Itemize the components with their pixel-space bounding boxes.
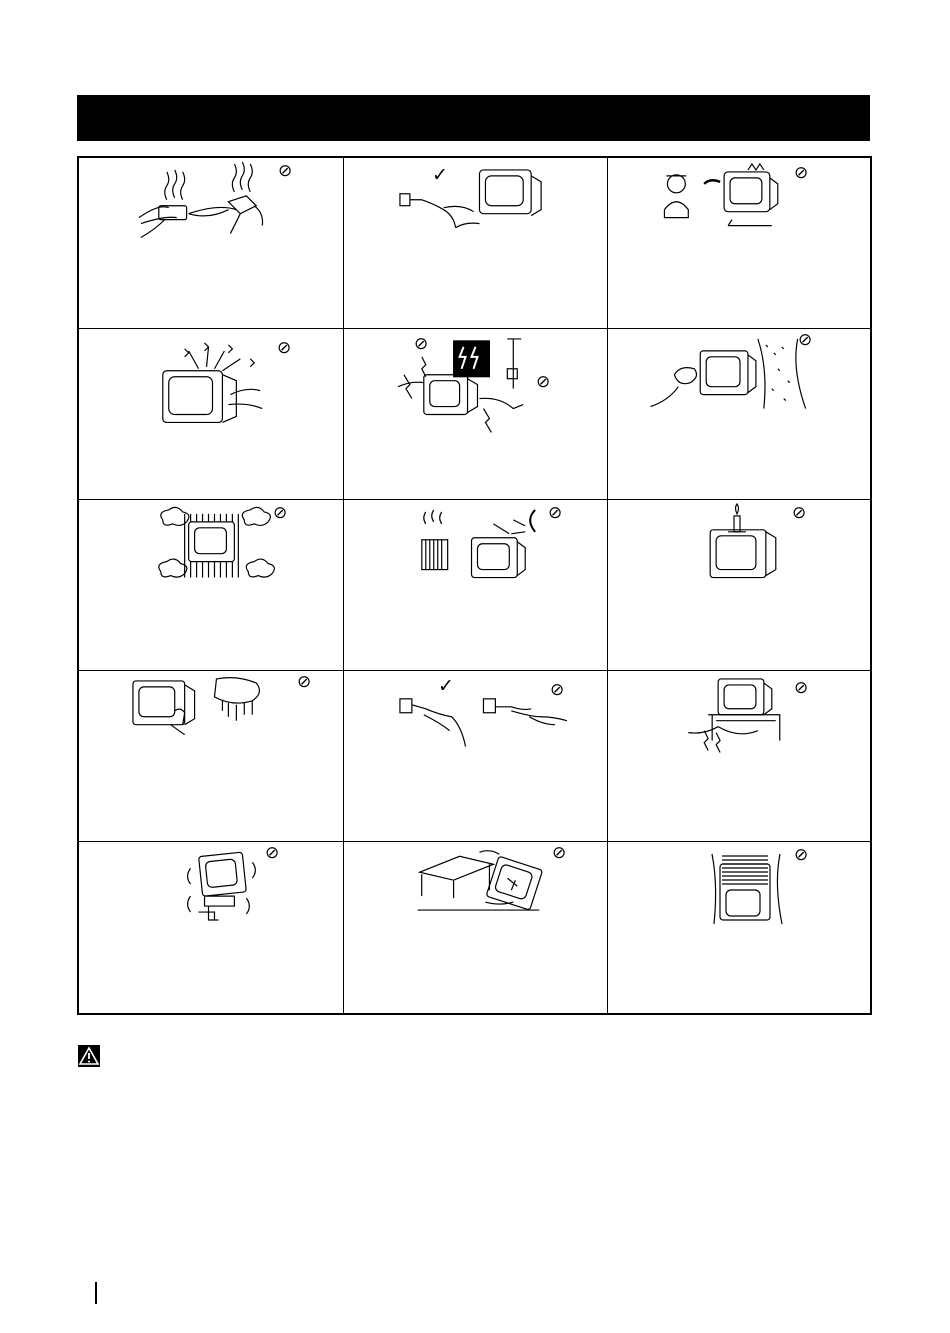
service-technician-illustration [608,158,870,328]
safety-panel-8 [344,500,608,671]
prohibition-icon: ⊘ [273,503,288,523]
prohibition-icon: ⊘ [794,163,809,183]
safety-illustration-grid [77,156,872,1015]
safety-panel-13 [79,842,344,1013]
damaged-cord-illustration [608,671,870,841]
prohibition-icon: ⊘ [792,503,807,523]
prohibition-icon: ⊘ [548,503,563,523]
check-icon: ✓ [438,675,454,697]
prohibition-icon: ⊘ [277,338,292,358]
safety-panel-12 [608,671,870,842]
no-liquid-cleaning-illustration [79,671,343,841]
safety-panel-5 [344,329,608,500]
warning-triangle-glyph [78,1045,100,1067]
heat-and-sunlight-illustration [344,500,607,670]
safety-panel-1 [79,158,344,329]
safety-panel-2 [344,158,608,329]
prohibition-icon: ⊘ [297,672,312,692]
prohibition-icon: ⊘ [798,330,813,350]
safety-panel-15 [608,842,870,1013]
candle-on-tv-illustration [608,500,870,670]
prohibition-icon: ⊘ [794,845,809,865]
prohibition-icon: ⊘ [552,843,567,863]
safety-panel-10 [79,671,344,842]
falling-tv-illustration [344,842,607,1013]
prohibition-icon: ⊘ [794,678,809,698]
unplug-by-plug-illustration [344,158,607,328]
safety-panel-6 [608,329,870,500]
safety-panel-11 [344,671,608,842]
warning-triangle-icon [78,1045,100,1067]
safety-panel-14 [344,842,608,1013]
prohibition-icon: ⊘ [265,843,280,863]
safety-panel-7 [79,500,344,671]
safety-panel-4 [79,329,344,500]
overloaded-outlet-illustration [79,158,343,328]
objects-inside-tv-illustration [79,329,343,499]
confined-space-illustration [79,500,343,670]
prohibition-icon: ⊘ [550,680,565,700]
water-near-tv-illustration [608,329,870,499]
prohibition-icon: ⊘ [414,334,429,354]
safety-panel-3 [608,158,870,329]
blocked-vents-illustration [608,842,870,1013]
prohibition-icon: ⊘ [536,372,551,392]
lightning-storm-illustration [344,329,607,499]
check-icon: ✓ [432,164,448,186]
prohibition-icon: ⊘ [278,161,293,181]
plug-handling-illustration [344,671,607,841]
unstable-stand-illustration [79,842,343,1013]
page-margin-rule [95,1282,97,1304]
safety-panel-9 [608,500,870,671]
section-title-bar [77,95,870,141]
